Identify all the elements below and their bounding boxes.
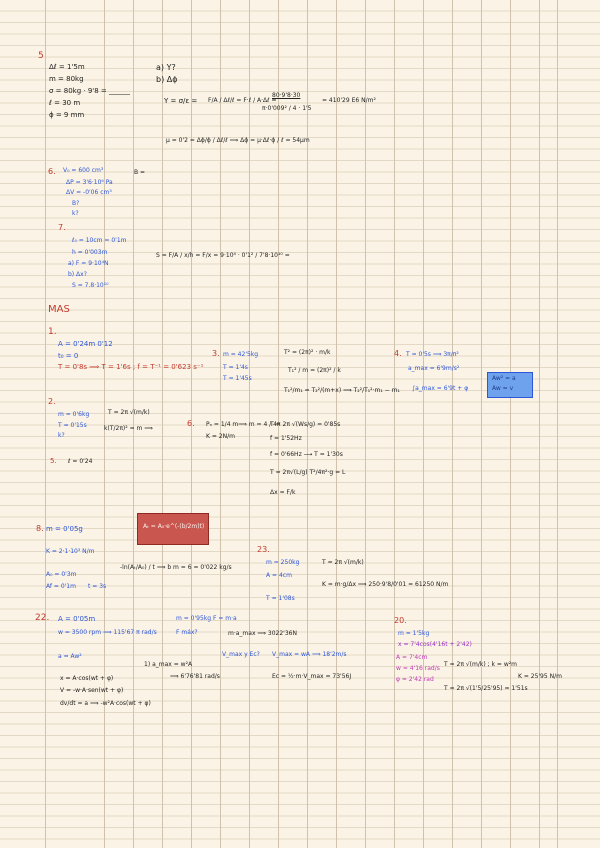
formula-line: Y = σ/ε = [164, 97, 198, 105]
formula-line: T = 2π√(L/g) T²/4π²·g = L [270, 469, 346, 476]
given-line: a = Aw² [58, 653, 82, 660]
problem-number: 23. [257, 545, 270, 554]
formula-line: T² = (2π)² · m/k [284, 349, 331, 356]
ruled-line [557, 0, 558, 848]
formula-line: T = 2π √(m/k) [322, 559, 364, 566]
formula-line: dv/dt = a ⟹ -w²A·cos(wt + φ) [60, 700, 151, 707]
ruled-line [394, 0, 395, 848]
given-line: T = 0'15s [58, 422, 87, 429]
given-line: T = 1'4s [223, 364, 248, 371]
ruled-line [510, 0, 511, 848]
given-line: w = 3500 rpm ⟹ 115'67 π rad/s [58, 629, 157, 636]
ruled-line [104, 0, 105, 848]
given-line: ℓ = 30 m [49, 99, 81, 107]
ruled-line [45, 0, 46, 848]
section-heading: MAS [48, 304, 70, 315]
formula-line: f = 1'52Hz [270, 435, 302, 442]
given-line: A = 0'24m 0'12 [58, 340, 113, 348]
given-line: x = 7'4cos(4'16t + 2'42) [398, 641, 472, 648]
highlight-box-red [137, 513, 209, 545]
formula-line: T₁²/m₁ = T₂²/(m+x) ⟹ T₂²/T₁²·m₁ − m₁ [284, 387, 400, 394]
formula-line: -ln(Aₜ/A₀) / t ⟹ b m = 6 = 0'022 kg/s [120, 564, 232, 571]
formula-line: B = [134, 169, 146, 176]
formula-line: ⟹ 6'76'81 rad/s [170, 673, 220, 680]
given-line: K = 2·1·10³ N/m [46, 548, 95, 555]
given-line: k? [58, 432, 65, 439]
formula-denominator: π·0'009² / 4 · 1'5 [262, 105, 312, 112]
formula-line: T₁² / m = (2π)² / k [288, 367, 341, 374]
formula-line: x = A·cos(wt + φ) [60, 675, 114, 682]
given-line: ℓ = 0'24 [68, 458, 93, 465]
formula-line: V = -w·A·sen(wt + φ) [60, 687, 124, 694]
given-line: m = 80kg [49, 75, 84, 83]
given-line: m = 0'6kg [58, 411, 90, 418]
given-line: ∫a_max = 6'9t + φ [412, 385, 469, 392]
result-line: T = 0'8s ⟹ T = 1'6s ; f = T⁻¹ = 0'623 s⁻¹ [58, 363, 204, 371]
given-line: t = 3s [88, 583, 107, 590]
given-line: φ = 2'42 rad [396, 676, 434, 683]
problem-number: 6. [48, 167, 56, 176]
given-line: S = 7.8·10¹⁰ [72, 282, 109, 289]
given-line: T = 0'5s ⟹ 3π/π² [406, 351, 459, 358]
box-formula: Aₜ = A₀·e^(-(b/2m)t) [143, 523, 205, 530]
formula-line: m·a_max ⟹ 3022'36N [228, 630, 297, 637]
problem-number: 3. [212, 349, 220, 358]
given-line: V₀ = 600 cm³ [63, 167, 104, 174]
formula-line: S = F/A / x/h = F/x = 9·10⁴ · 0'1² / 7'8·10¹⁰ = [156, 252, 290, 259]
given-line: m = 0'95kg F = m·a [176, 615, 237, 622]
problem-number: 8. [36, 524, 44, 533]
formula-line: T = 2π √(m/k) [108, 409, 150, 416]
given-line: ϕ = 9 mm [49, 111, 85, 119]
problem-number: 7. [58, 223, 66, 232]
question-line: a) Y? [156, 63, 176, 72]
problem-number: 1. [48, 327, 57, 337]
given-line: Δℓ = 1'5m [49, 63, 85, 71]
problem-number: 4. [394, 349, 402, 358]
problem-number: 20. [394, 616, 407, 625]
ruled-line [452, 0, 453, 848]
given-line: T = 1'45s [223, 375, 252, 382]
question-line: b) Δϕ [156, 75, 178, 84]
formula-line: μ = 0'2 = Δϕ/ϕ / Δℓ/ℓ ⟹ Δϕ = μ·Δℓ·ϕ / ℓ = 54μm [166, 137, 310, 144]
problem-number: 6. [187, 419, 195, 428]
formula-numerator: 80·9'8·30 [272, 92, 301, 99]
formula-line: f = 0'66Hz ⟶ T = 1'30s [270, 451, 343, 458]
given-line: k? [72, 210, 79, 217]
problem-number: 2. [48, 397, 56, 406]
given-line: w = 4'16 rad/s [396, 665, 440, 672]
given-line: h = 0'003m [72, 249, 108, 256]
given-line: a) F = 9·10⁴N [68, 260, 109, 267]
given-line: A₀ = 0'3m [46, 571, 77, 578]
formula-line: Δx = F/k [270, 489, 296, 496]
ruled-line [162, 0, 163, 848]
given-line: a_max = 6'9m/s² [408, 365, 460, 372]
given-line: m = 250kg [266, 559, 300, 566]
formula-line: F/A / Δℓ/ℓ = F·ℓ / A·Δℓ = [208, 97, 277, 104]
given-line: Af = 0'1m [46, 583, 76, 590]
formula-line: Ec = ½·m·V_max = 73'56J [272, 673, 352, 680]
given-line: b) Δx? [68, 271, 87, 278]
given-line: F máx? [176, 629, 198, 636]
formula-line: k(T/2π)² = m ⟹ [104, 425, 153, 432]
given-line: m = 42'5kg [223, 351, 259, 358]
formula-line: K = m·g/Δx ⟹ 250·9'8/0'01 = 61250 N/m [322, 581, 449, 588]
given-line: A = 7'4cm [396, 654, 428, 661]
given-line: K = 2N/m [206, 433, 235, 440]
given-line: σ = 80kg · 9'8 = ______ [49, 87, 130, 95]
formula-line: T = 2π √(1'5/25'95) = 1'51s [444, 685, 528, 692]
given-line: ℓ₀ = 10cm = 0'1m [72, 237, 127, 244]
given-line: Pₙ = 1/4 m⟹ m = 4 / 4π [206, 421, 281, 428]
given-line: ΔV = -0'06 cm³ [66, 189, 112, 196]
formula-line: 1) a_max = w²A [144, 661, 193, 668]
ruled-line [365, 0, 366, 848]
formula-line: T = 2π √(m/k) ; k = w²m [444, 661, 517, 668]
problem-number: 5 [38, 51, 44, 61]
formula-line: T = 2π √(Ws/g) = 0'85s [270, 421, 341, 428]
highlight-box-blue [487, 372, 533, 398]
ruled-line [539, 0, 540, 848]
given-line: B? [72, 200, 80, 207]
formula-line: K = 25'95 N/m [518, 673, 562, 680]
given-line: T = 1'08s [266, 595, 295, 602]
ruled-line [423, 0, 424, 848]
given-line: A = 0'05m [58, 615, 96, 623]
given-line: V_max y Ec? [222, 651, 260, 658]
box-formula: Aw² = a [492, 375, 516, 382]
given-line: A = 4cm [266, 572, 292, 579]
ruled-line [481, 0, 482, 848]
box-formula: Aw = v [492, 385, 514, 392]
given-line: ΔP = 3'6·10⁶ Pa [66, 179, 113, 186]
formula-line: V_max = wA ⟹ 18'2m/s [272, 651, 347, 658]
given-line: t₀ = 0 [58, 352, 79, 360]
given-line: m = 0'05g [46, 525, 83, 533]
problem-number: 22. [35, 613, 50, 623]
ruled-line [133, 0, 134, 848]
problem-number: 5. [50, 457, 57, 465]
formula-result: = 410'29 E6 N/m² [322, 97, 376, 104]
given-line: m = 1'5kg [398, 630, 430, 637]
